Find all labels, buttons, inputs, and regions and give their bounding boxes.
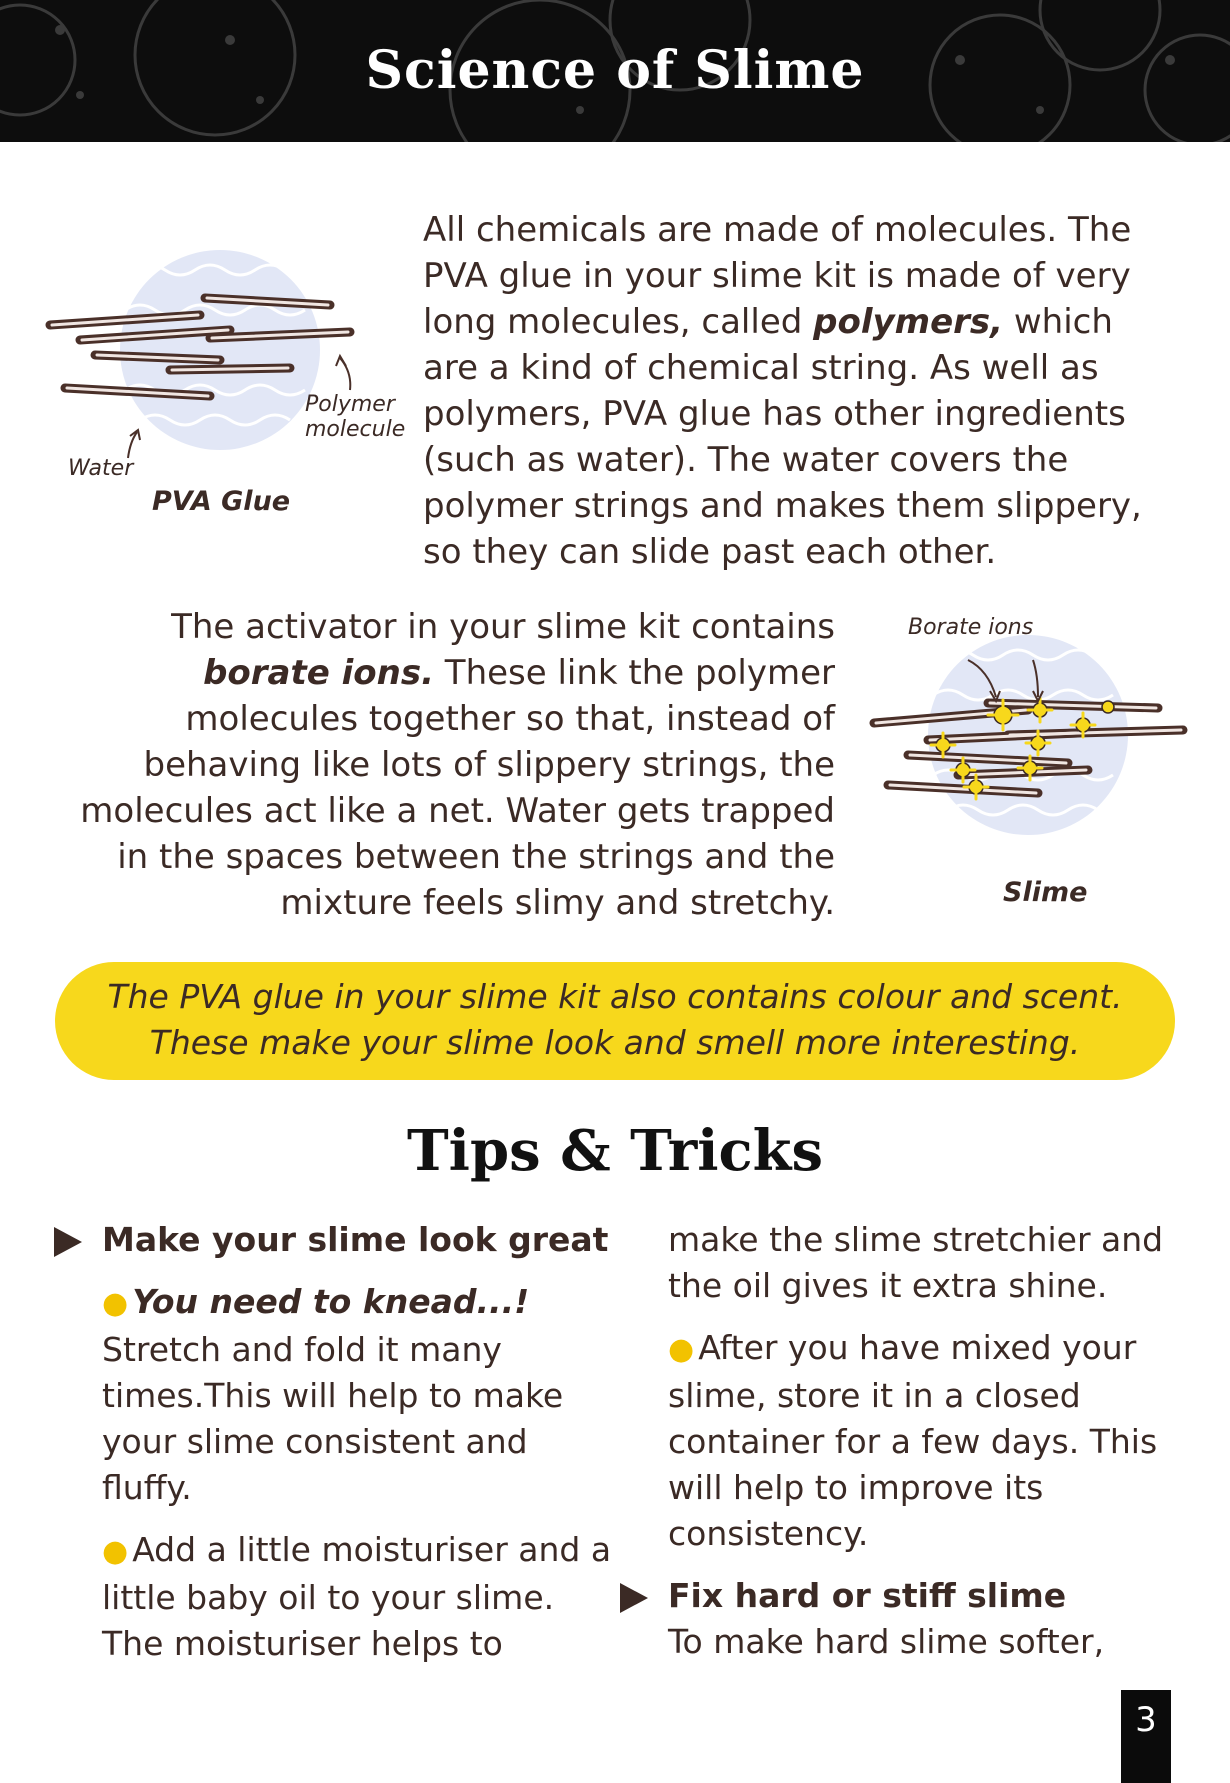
tip-bullet-knead-text: Stretch and fold it many times.This will help to make your slime consistent and fluffy. — [102, 1330, 564, 1507]
page-header — [0, 0, 1230, 142]
info-note — [55, 962, 1175, 1080]
bullet-dot-icon: ● — [102, 1286, 129, 1321]
slime-diagram — [868, 615, 1198, 915]
page-number: 3 — [1121, 1690, 1171, 1783]
pva-glue-diagram — [40, 220, 420, 540]
slime-illustration — [868, 615, 1198, 855]
tips-column-left — [102, 1217, 612, 1667]
note-line2: These make your slime look and smell more interesting. — [149, 1023, 1081, 1062]
polymer-label-line1: Polymer — [305, 392, 395, 417]
arrow-right-icon — [54, 1227, 82, 1257]
tip-bullet-moisturiser-text: Add a little moisturiser and a little baby oil to your slime. The moisturiser helps to — [102, 1530, 612, 1663]
bullet-dot-icon: ● — [102, 1534, 129, 1569]
tips-heading: Tips & Tricks — [407, 1118, 823, 1184]
borate-ions-label: Borate ions — [908, 615, 1034, 640]
activator-bold-borate: borate ions. — [203, 653, 434, 693]
tip-bullet-knead-title: You need to knead...! — [132, 1282, 530, 1321]
slime-title: Slime — [1003, 877, 1088, 908]
tip-bullet-moisturiser — [102, 1527, 612, 1667]
arrow-right-icon — [620, 1583, 648, 1613]
note-line1: The PVA glue in your slime kit also contains colour and scent. — [107, 977, 1123, 1016]
bullet-dot-icon: ● — [668, 1332, 695, 1367]
tip-heading-fix-hard-label: Fix hard or stiff slime — [668, 1576, 1067, 1615]
activator-text-part1: The activator in your slime kit contains — [171, 607, 835, 647]
tip-fix-hard-text: To make hard slime softer, — [668, 1622, 1105, 1661]
polymer-label-line2: molecule — [305, 417, 406, 442]
tip-bullet-store — [668, 1325, 1188, 1557]
intro-text-part1: All chemicals are made of molecules. The PVA glue in your slime kit is made of very long molecules, called — [423, 210, 1132, 342]
tip-continued-text: make the slime stretchier and the oil gives it extra shine. — [668, 1220, 1164, 1305]
tip-bullet-store-text: After you have mixed your slime, store it in a closed container for a few days. This will help to improve its consistency. — [668, 1328, 1158, 1553]
intro-paragraph — [423, 207, 1153, 575]
tip-bullet-knead — [102, 1279, 612, 1511]
pva-glue-title: PVA Glue — [152, 486, 291, 517]
intro-bold-polymers: polymers, — [813, 302, 1004, 342]
activator-text-part2: These link the polymer molecules together so that, instead of behaving like lots of slippery strings, the molecules act like a net. Water gets trapped in the spaces between the strings and the mixture feels slimy and stretchy. — [80, 653, 835, 923]
tip-heading-fix-hard — [668, 1573, 1188, 1619]
activator-paragraph — [60, 604, 835, 926]
intro-text-part2: which are a kind of chemical string. As well as polymers, PVA glue has other ingredients (such as water). The water covers the polymer strings and makes them slippery, so they can slide past each other. — [423, 302, 1142, 572]
tip-heading-look-great-label: Make your slime look great — [102, 1220, 609, 1259]
page-title: Science of Slime — [365, 40, 865, 101]
tips-column-right — [668, 1217, 1188, 1665]
water-label: Water — [68, 456, 134, 481]
tip-heading-look-great — [102, 1217, 612, 1263]
